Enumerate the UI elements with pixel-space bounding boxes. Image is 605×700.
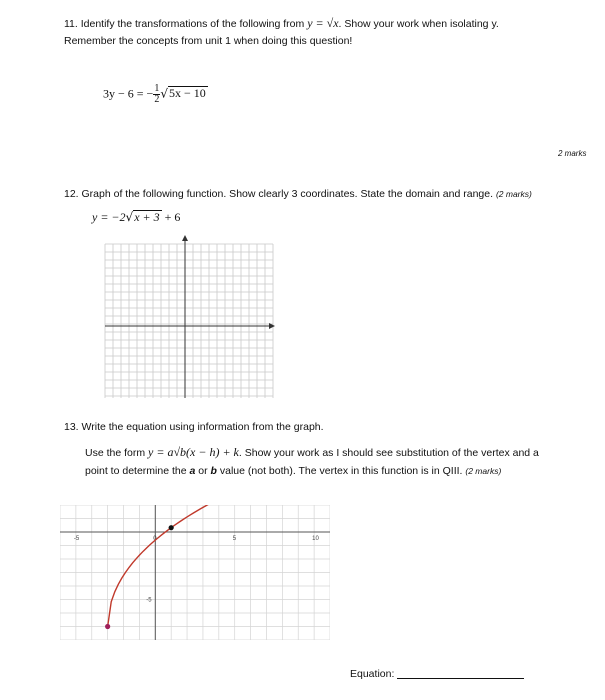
- q13-x-tick-label: 10: [312, 536, 319, 542]
- q13-line1: [85, 444, 539, 461]
- q13-point-point: [169, 525, 174, 530]
- q12-text: [64, 186, 532, 202]
- q11-equation: 3y − 6 = − $\frac{1}{2}$ √5x − 10: [103, 83, 206, 105]
- q13-line1-suffix: . Show your work as I should see substitution of the vertex and a: [238, 447, 539, 459]
- q13-param-b: b: [210, 465, 217, 477]
- q13-x-tick-label: 5: [232, 536, 237, 542]
- q11-eq-radicand: 5x − 10: [168, 86, 206, 101]
- q11-parent-function: y = √x: [307, 16, 339, 30]
- q12-equation: y = −2√x + 3 + 6: [92, 210, 181, 224]
- q13-vertex-point: [105, 624, 110, 629]
- q13-graph: [60, 505, 330, 640]
- q13-line1-prefix: Use the form: [85, 447, 146, 459]
- q13-line2: [85, 463, 501, 479]
- q11-eq-left: 3y − 6 = −: [103, 86, 154, 101]
- equation-answer: [350, 666, 394, 682]
- q13-x-tick-label: 0: [153, 536, 157, 542]
- equation-label: Equation:: [350, 668, 395, 680]
- q12-blank-grid[interactable]: [95, 232, 285, 404]
- q13-or: or: [198, 465, 208, 477]
- q11-frac-num: 1: [154, 83, 160, 94]
- q11-frac-den: 2: [154, 94, 160, 105]
- q11-line2: Remember the concepts from unit 1 when doing this question!: [64, 35, 353, 47]
- q12-eq-right: + 6: [161, 210, 181, 224]
- q12-eq-left: y = −2: [92, 210, 126, 224]
- q13-curve-line: [108, 505, 322, 627]
- q12-marks: (2 marks): [495, 189, 532, 199]
- q12-instruction: 12. Graph of the following function. Show clearly 3 coordinates. State the domain and range.: [64, 188, 494, 200]
- q11-line1: [64, 15, 499, 32]
- q13-line2-suffix: value (not both). The vertex in this function is in QIII.: [219, 465, 463, 477]
- q11-line1-prefix: 11. Identify the transformations of the following from: [64, 18, 305, 30]
- q11-marks: 2 marks: [558, 149, 587, 158]
- q12-y-axis-arrow: [182, 235, 188, 241]
- q13-param-a: a: [189, 465, 196, 477]
- q13-x-tick-label: -5: [73, 536, 80, 542]
- q13-line2-prefix: point to determine the: [85, 465, 187, 477]
- equation-answer-line[interactable]: [397, 678, 524, 679]
- q13-y-tick-label: -5: [146, 597, 152, 604]
- q11-line1-suffix: . Show your work when isolating y.: [338, 18, 499, 30]
- q13-text: 13. Write the equation using information from the graph.: [64, 421, 324, 433]
- q13-general-form: y = a√b(x − h) + k: [148, 445, 239, 459]
- q12-eq-radicand: x + 3: [134, 210, 160, 224]
- q13-marks: (2 marks): [465, 466, 502, 476]
